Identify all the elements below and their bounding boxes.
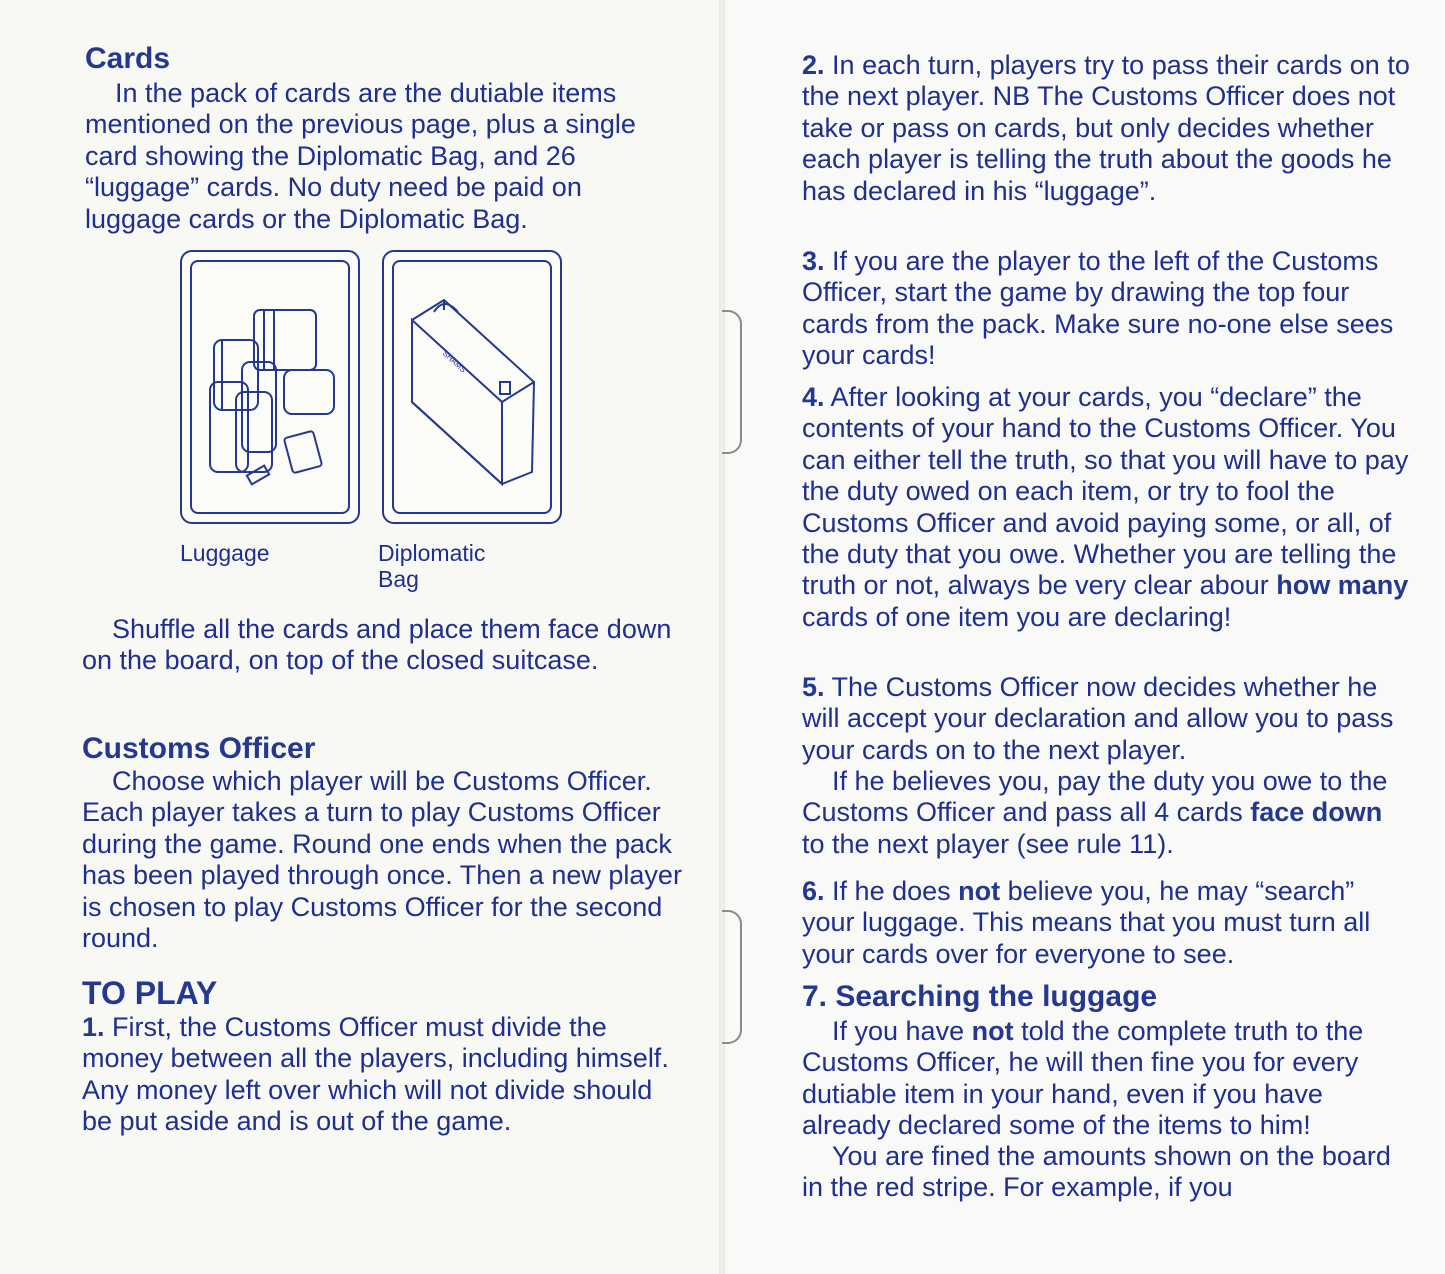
briefcase-icon [394,262,550,512]
customs-officer-heading: Customs Officer [82,732,316,765]
rule-7-heading: 7. Searching the luggage [802,980,1158,1013]
rule-7-continued: You are fined the amounts shown on the board in the red stripe. For example, if you [802,1141,1391,1203]
rule-1-text: First, the Customs Officer must divide the money between all the players, including himself. Any money left over which will not divide should be put aside and is out of the game. [82,1012,669,1137]
page-fold [719,0,725,1274]
staple-top [722,310,742,454]
rule-5-text-2-end: to the next player (see rule 11). [802,828,1174,859]
rule-4-emphasis: how many [1276,570,1409,601]
luggage-card-illustration [180,250,360,524]
rule-5-text-2: If he believes you, pay the duty you owe to the Customs Officer and pass all 4 cards [802,766,1388,828]
rule-6-emphasis: not [958,876,1001,906]
rule-5-number: 5. [802,672,825,702]
rule-3-text: If you are the player to the left of the Customs Officer, start the game by drawing the top four cards from the pack. Make sure no-one else sees your cards! [802,246,1394,371]
rule-6-text: If he does [832,876,959,906]
luggage-caption: Luggage [180,540,270,566]
briefcase-label: SHAMS [440,348,468,375]
rule-5 [802,672,1412,766]
rule-7 [802,1016,1412,1142]
rule-7-emphasis: not [971,1016,1014,1046]
diplomatic-bag-caption: Diplomatic Bag [378,540,486,592]
rule-7-text-end: told the complete truth to the Customs Officer, he will then fine you for every dutiable item in your hand, even if you have already declared some of the items to him! [802,1016,1364,1141]
luggage-icon [192,262,348,512]
rule-7-text: If you have [832,1016,972,1046]
diplomatic-bag-card-illustration [382,250,562,524]
rule-1-number: 1. [82,1012,105,1042]
rule-4 [802,382,1412,633]
rule-6-number: 6. [802,876,825,906]
shuffle-paragraph: Shuffle all the cards and place them face down on the board, on top of the closed suitcase. [82,614,672,676]
rule-2 [802,50,1412,207]
rule-2-number: 2. [802,50,825,80]
rule-5-text: The Customs Officer now decides whether he will accept your declaration and allow you to pass your cards on to the next player. [802,672,1394,765]
cards-paragraph: In the pack of cards are the dutiable items mentioned on the previous page, plus a single card showing the Diplomatic Bag, and 26 “luggage” cards. No duty need be paid on luggage cards or the Diplomatic Bag. [85,78,636,234]
rule-3 [802,246,1412,372]
to-play-heading: TO PLAY [82,975,218,1011]
rule-6-text-end: believe you, he may “search” your luggage. This means that you must turn all your cards over for everyone to see. [802,876,1371,969]
customs-officer-paragraph: Choose which player will be Customs Officer. Each player takes a turn to play Customs Officer during the game. Round one ends when the pack has been played through once. Then a new player is chosen to play Customs Officer for the second round. [82,766,682,954]
cards-heading: Cards [85,42,171,75]
rule-1 [82,1012,682,1138]
rule-5-continued [802,766,1412,860]
left-page [0,0,722,1274]
rule-4-number: 4. [802,382,825,412]
right-page [722,0,1445,1274]
rule-4-text: After looking at your cards, you “declare” the contents of your hand to the Customs Officer. You can either tell the truth, so that you will have to pay the duty owed on each item, or try to fool the Customs Officer and avoid paying some, or all, of the duty that you owe. Whether you are telling the truth or not, always be very clear abour [802,382,1409,601]
rule-4-text-end: cards of one item you are declaring! [802,601,1232,632]
rule-5-emphasis: face down [1250,797,1383,828]
rule-6 [802,876,1412,970]
rule-2-text: In each turn, players try to pass their cards on to the next player. NB The Customs Officer does not take or pass on cards, but only decides whether each player is telling the truth about the goods he has declared in his “luggage”. [802,50,1410,206]
rule-3-number: 3. [802,246,825,276]
staple-bottom [722,910,742,1044]
